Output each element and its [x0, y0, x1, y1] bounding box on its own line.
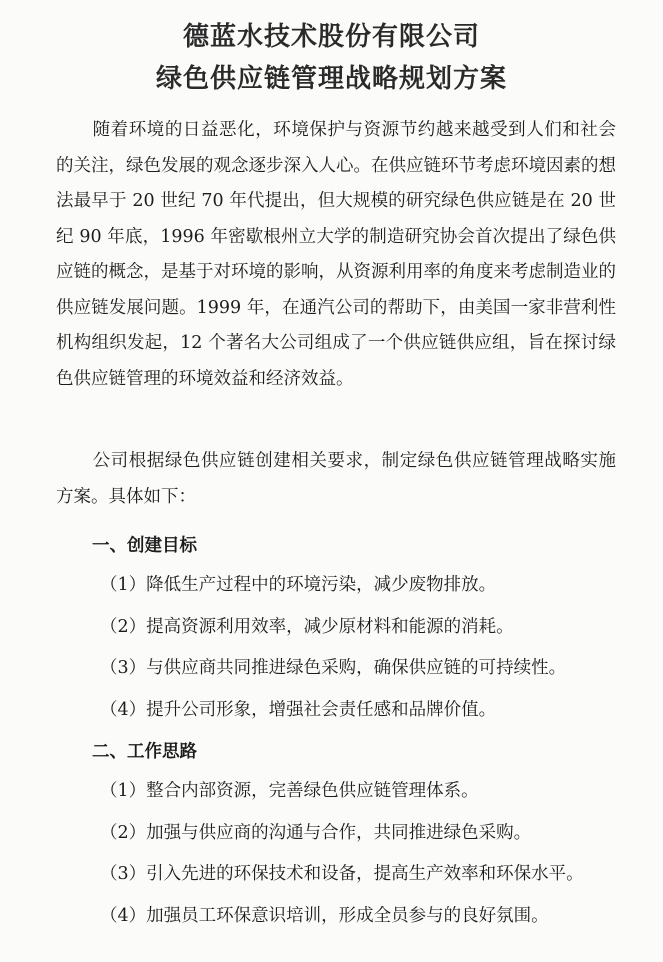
list-item: （3）与供应商共同推进绿色采购，确保供应链的可持续性。 [100, 658, 567, 678]
intro-paragraph-text: 随着环境的日益恶化，环境保护与资源节约越来越受到人们和社会的关注，绿色发展的观念逐步深入人心。在供应链环节考虑环境因素的想法最早于 20 世纪 70 年代提出，但大规模的研究绿色供应链是在 20 世纪 90 年底，1996 年密歇根州立大学的制造研究协会首次提出了绿色供应链的概念，是基于对环境的影响，从资源利用率的角度来考虑制造业的供应链发展问题。1999 年，在通汽公司的帮助下，由美国一家非营利性机构组织发起，12 个著名大公司组成了一个供应链供应组，旨在探讨绿色供应链管理的环境效益和经济效益。 [56, 120, 616, 389]
list-item: （1）整合内部资源，完善绿色供应链管理体系。 [100, 781, 479, 801]
plan-paragraph [56, 444, 616, 515]
list-item: （2）加强与供应商的沟通与合作，共同推进绿色采购。 [100, 822, 532, 843]
list-item: （4）提升公司形象，增强社会责任感和品牌价值。 [100, 699, 497, 720]
section-heading-goals: 一、创建目标 [92, 536, 197, 556]
approach-list [100, 777, 584, 943]
section-heading-approach: 二、工作思路 [92, 742, 197, 762]
list-item: （4）加强员工环保意识培训，形成全员参与的良好氛围。 [100, 905, 549, 926]
intro-paragraph [56, 113, 616, 397]
goals-list [100, 571, 566, 737]
plan-title: 绿色供应链管理战略规划方案 [155, 64, 507, 94]
list-item: （1）降低生产过程中的环境污染，减少废物排放。 [100, 575, 497, 595]
list-item: （2）提高资源利用效率，减少原材料和能源的消耗。 [100, 616, 514, 637]
list-item: （3）引入先进的环保技术和设备，提高生产效率和环保水平。 [100, 864, 584, 884]
plan-paragraph-text: 公司根据绿色供应链创建相关要求，制定绿色供应链管理战略实施方案。具体如下： [56, 451, 616, 507]
company-title: 德蓝水技术股份有限公司 [182, 22, 480, 52]
